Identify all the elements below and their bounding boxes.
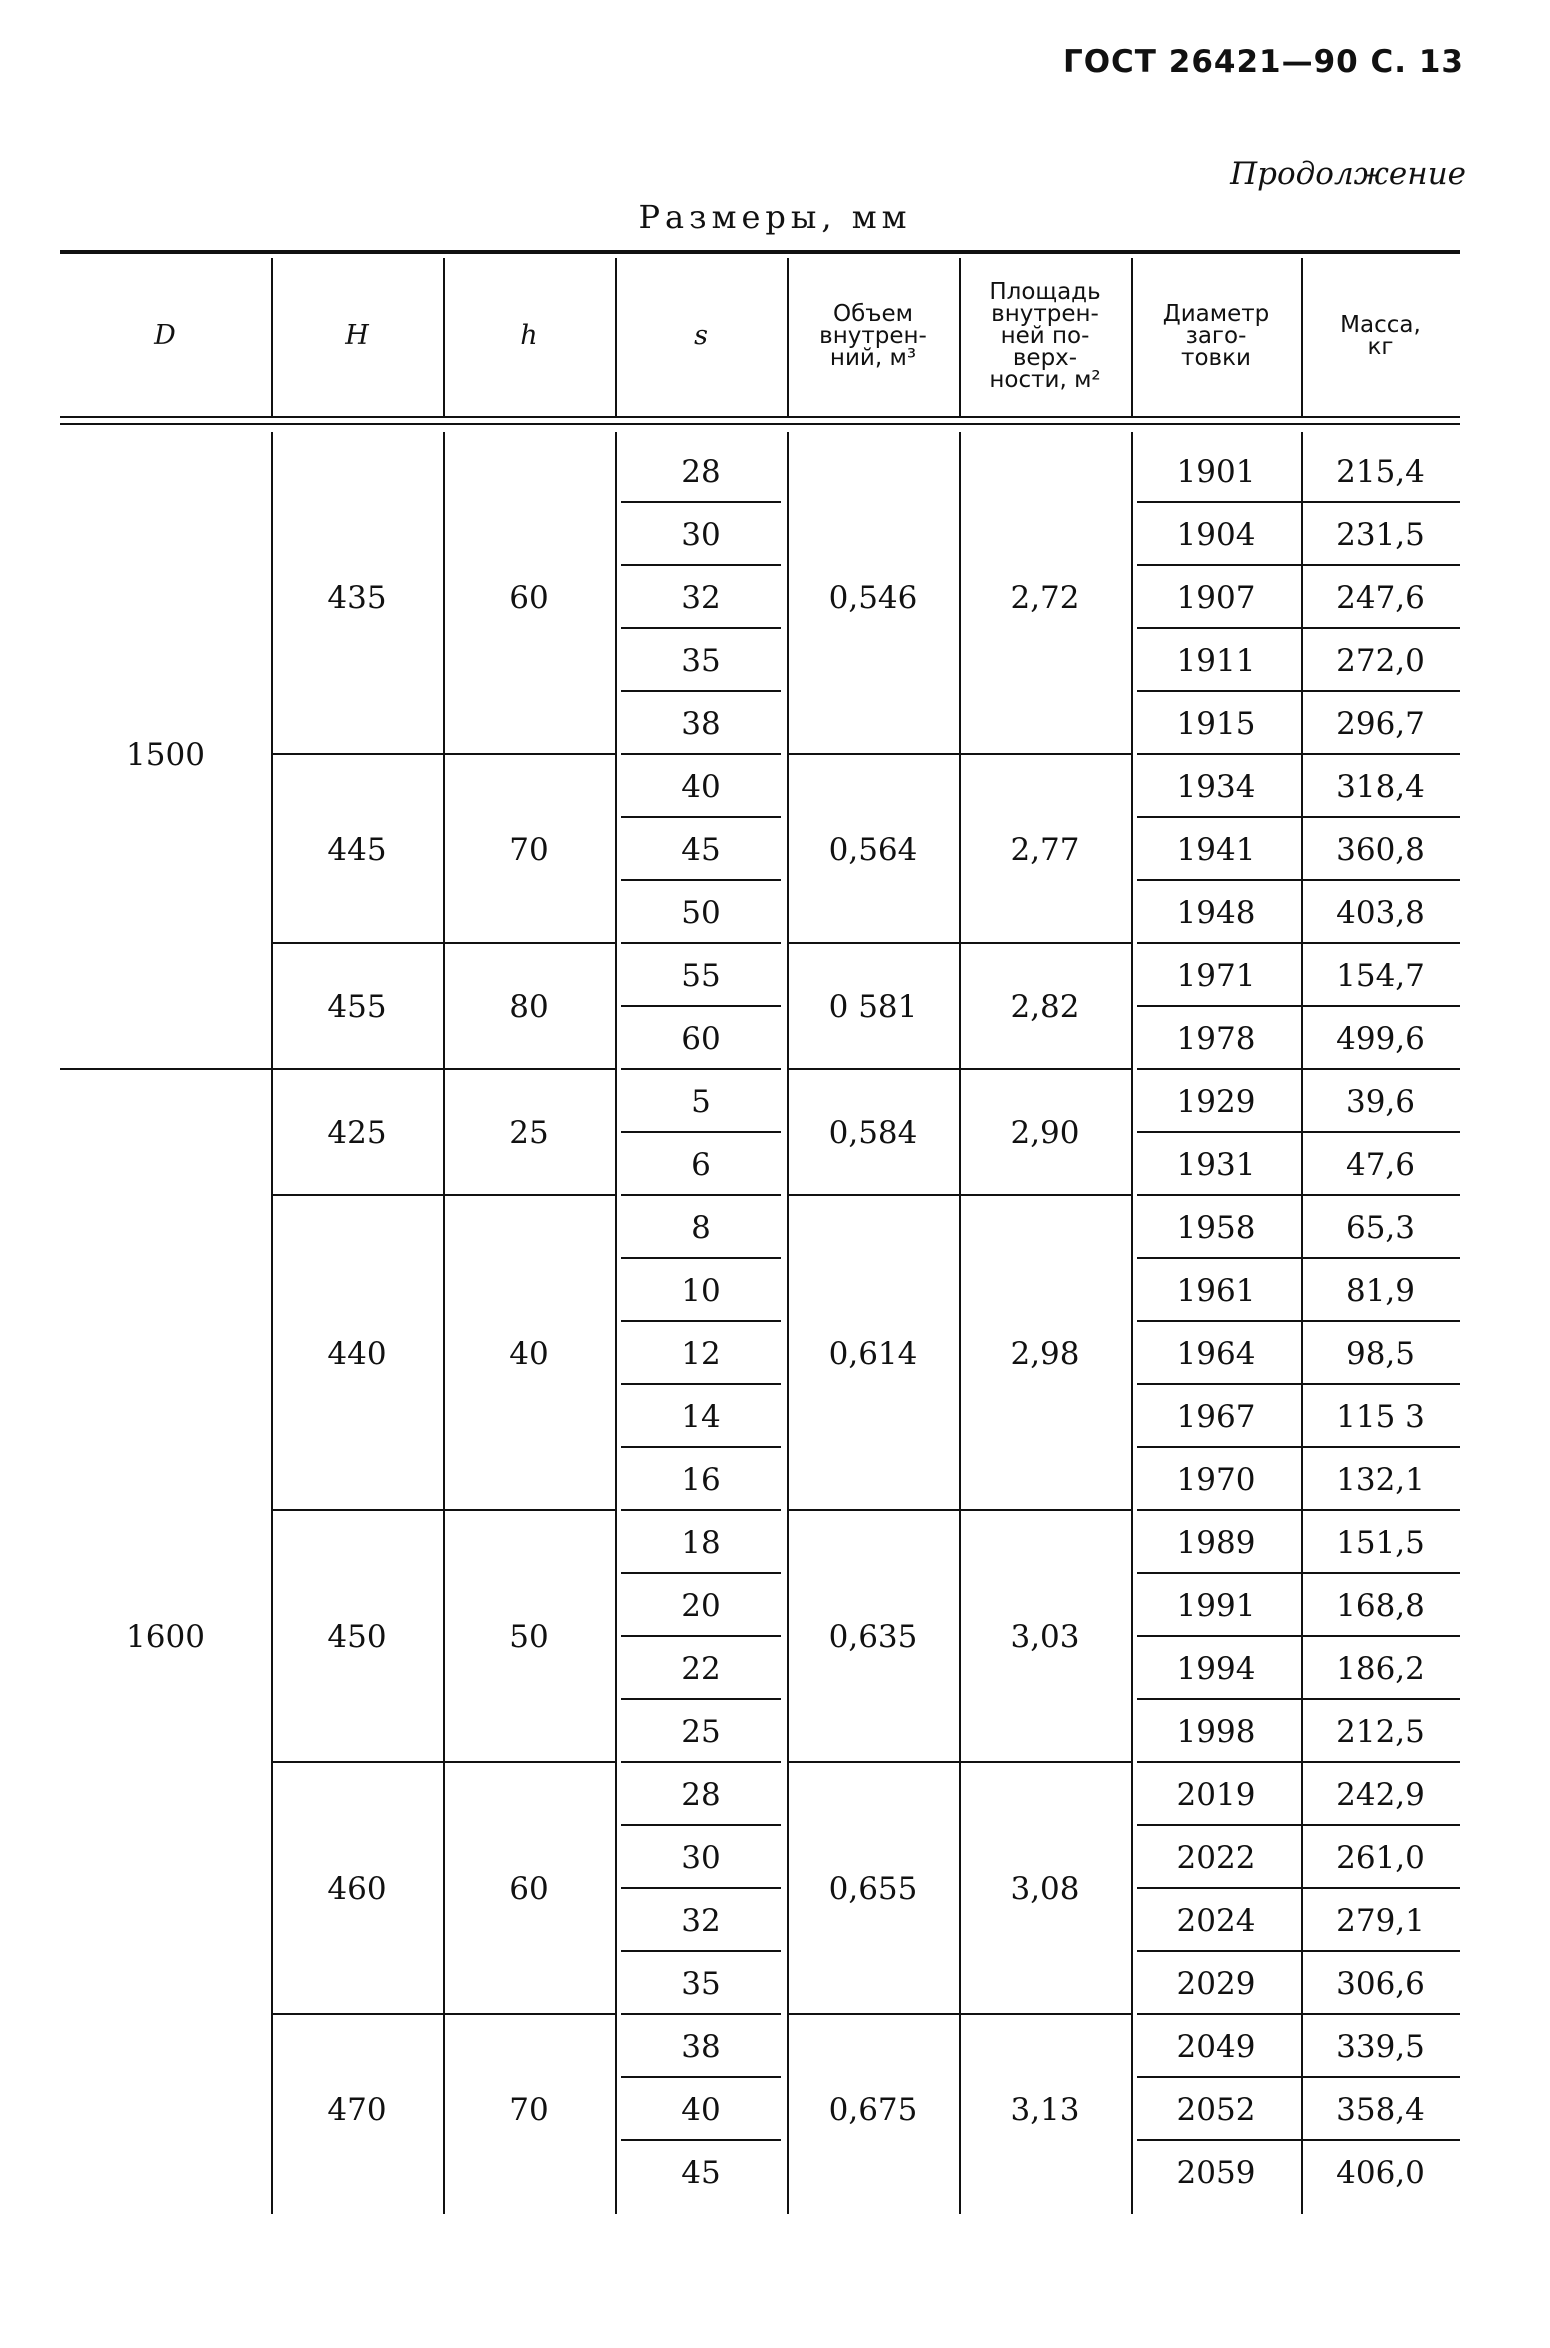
cell-mass: 39,6 (1345, 1083, 1416, 1120)
cell-diameter: 2022 (1176, 1839, 1256, 1876)
cell-H: 425 (327, 1115, 387, 1151)
cell-mass: 132,1 (1336, 1461, 1425, 1498)
cell-s: 38 (681, 2028, 721, 2065)
header-volume: Объем внутрен- ний, м³ (819, 300, 927, 371)
cell-s: 16 (681, 1461, 721, 1498)
cell-h: 40 (509, 1335, 549, 1372)
cell-diameter: 2029 (1176, 1965, 1256, 2002)
cell-H: 445 (327, 831, 387, 868)
cell-diameter: 1948 (1176, 894, 1256, 931)
page-header: ГОСТ 26421—90 С. 13 (1062, 44, 1464, 80)
cell-h: 60 (509, 579, 549, 616)
cell-s: 25 (681, 1713, 721, 1750)
header-D: D (154, 319, 176, 351)
cell-s: 40 (681, 2091, 721, 2128)
cell-volume: 0,584 (828, 1115, 918, 1151)
cell-mass: 98,5 (1345, 1335, 1416, 1372)
cell-diameter: 1964 (1176, 1335, 1256, 1372)
cell-mass: 247,6 (1336, 579, 1425, 616)
cell-s: 28 (681, 453, 721, 490)
cell-area: 2,90 (1010, 1115, 1080, 1151)
cell-s: 60 (681, 1020, 721, 1057)
header-h: h (520, 319, 538, 351)
cell-s: 10 (681, 1272, 721, 1309)
cell-diameter: 1961 (1176, 1272, 1256, 1309)
cell-mass: 47,6 (1345, 1146, 1416, 1183)
cell-mass: 339,5 (1336, 2028, 1425, 2065)
cell-mass: 279,1 (1336, 1902, 1425, 1939)
cell-s: 45 (681, 2154, 721, 2191)
cell-s: 6 (691, 1146, 711, 1183)
cell-diameter: 1970 (1176, 1461, 1256, 1498)
cell-s: 40 (681, 768, 721, 805)
cell-s: 5 (691, 1083, 711, 1120)
cell-diameter: 1941 (1176, 831, 1256, 868)
cell-mass: 261,0 (1336, 1839, 1425, 1876)
cell-s: 22 (681, 1650, 721, 1687)
cell-volume: 0,655 (828, 1871, 918, 1907)
continuation-label: Продолжение (1230, 156, 1466, 192)
cell-h: 25 (509, 1115, 549, 1151)
cell-diameter: 1991 (1176, 1587, 1256, 1624)
cell-H: 435 (327, 579, 387, 616)
cell-diameter: 1907 (1176, 579, 1256, 616)
cell-diameter: 1904 (1176, 516, 1256, 553)
cell-s: 8 (691, 1209, 711, 1246)
cell-h: 70 (509, 831, 549, 868)
cell-h: 80 (509, 989, 549, 1025)
cell-mass: 231,5 (1336, 516, 1425, 553)
cell-s: 32 (681, 579, 721, 616)
cell-mass: 360,8 (1336, 831, 1425, 868)
cell-volume: 0,564 (828, 831, 918, 868)
cell-s: 32 (681, 1902, 721, 1939)
cell-D: 1600 (126, 1619, 205, 1655)
cell-diameter: 1934 (1176, 768, 1256, 805)
cell-diameter: 1978 (1176, 1020, 1256, 1057)
header-H: H (345, 319, 369, 351)
header-s: s (694, 319, 708, 351)
cell-diameter: 1994 (1176, 1650, 1256, 1687)
cell-volume: 0,546 (828, 579, 918, 616)
cell-h: 70 (509, 2091, 549, 2128)
cell-volume: 0 581 (828, 989, 918, 1025)
cell-area: 3,03 (1010, 1619, 1080, 1655)
column-divider (271, 258, 273, 416)
cell-area: 2,98 (1010, 1335, 1080, 1372)
cell-diameter: 2059 (1176, 2154, 1256, 2191)
cell-mass: 306,6 (1336, 1965, 1425, 2002)
cell-mass: 81,9 (1345, 1272, 1416, 1309)
cell-mass: 403,8 (1336, 894, 1425, 931)
cell-mass: 186,2 (1336, 1650, 1425, 1687)
cell-mass: 318,4 (1336, 768, 1425, 805)
cell-s: 28 (681, 1776, 721, 1813)
cell-s: 35 (681, 642, 721, 679)
cell-mass: 242,9 (1336, 1776, 1425, 1813)
cell-H: 455 (327, 989, 387, 1025)
column-divider (615, 258, 617, 416)
cell-s: 55 (681, 957, 721, 994)
cell-diameter: 1958 (1176, 1209, 1256, 1246)
cell-mass: 115 3 (1336, 1398, 1425, 1435)
cell-mass: 215,4 (1336, 453, 1425, 490)
cell-diameter: 1998 (1176, 1713, 1256, 1750)
cell-diameter: 2019 (1176, 1776, 1256, 1813)
cell-h: 60 (509, 1871, 549, 1907)
cell-mass: 154,7 (1336, 957, 1425, 994)
table-caption: Размеры, мм (638, 198, 912, 236)
cell-H: 440 (327, 1335, 387, 1372)
cell-diameter: 1911 (1176, 642, 1256, 679)
cell-volume: 0,614 (828, 1335, 918, 1372)
header-mass: Масса, кг (1340, 311, 1421, 360)
column-divider (787, 258, 789, 416)
cell-s: 20 (681, 1587, 721, 1624)
cell-mass: 272,0 (1336, 642, 1425, 679)
cell-diameter: 1989 (1176, 1524, 1256, 1561)
cell-volume: 0,675 (828, 2091, 918, 2128)
cell-s: 35 (681, 1965, 721, 2002)
cell-mass: 296,7 (1336, 705, 1425, 742)
cell-diameter: 1967 (1176, 1398, 1256, 1435)
cell-mass: 212,5 (1336, 1713, 1425, 1750)
cell-mass: 499,6 (1336, 1020, 1425, 1057)
cell-H: 470 (327, 2091, 387, 2128)
cell-diameter: 1931 (1176, 1146, 1256, 1183)
column-divider (1301, 258, 1303, 416)
cell-mass: 65,3 (1345, 1209, 1416, 1246)
cell-diameter: 1901 (1176, 453, 1256, 490)
cell-diameter: 2052 (1176, 2091, 1256, 2128)
cell-H: 460 (327, 1871, 387, 1907)
cell-diameter: 1929 (1176, 1083, 1256, 1120)
cell-h: 50 (509, 1619, 549, 1655)
cell-area: 2,82 (1010, 989, 1080, 1025)
cell-s: 18 (681, 1524, 721, 1561)
column-divider (959, 258, 961, 416)
cell-mass: 168,8 (1336, 1587, 1425, 1624)
cell-diameter: 1915 (1176, 705, 1256, 742)
cell-s: 30 (681, 1839, 721, 1876)
cell-mass: 151,5 (1336, 1524, 1425, 1561)
cell-diameter: 2049 (1176, 2028, 1256, 2065)
cell-s: 14 (681, 1398, 721, 1435)
cell-s: 30 (681, 516, 721, 553)
header-area: Площадь внутрен- ней по- верх- ности, м² (989, 278, 1101, 393)
cell-H: 450 (327, 1619, 387, 1655)
column-divider (443, 258, 445, 416)
cell-s: 38 (681, 705, 721, 742)
cell-area: 3,08 (1010, 1871, 1080, 1907)
header-diameter: Диаметр заго- товки (1162, 300, 1270, 371)
cell-area: 3,13 (1010, 2091, 1080, 2128)
cell-D: 1500 (126, 737, 205, 773)
cell-s: 12 (681, 1335, 721, 1372)
cell-area: 2,77 (1010, 831, 1080, 868)
cell-s: 50 (681, 894, 721, 931)
cell-diameter: 2024 (1176, 1902, 1256, 1939)
cell-mass: 406,0 (1336, 2154, 1425, 2191)
cell-volume: 0,635 (828, 1619, 918, 1655)
cell-diameter: 1971 (1176, 957, 1256, 994)
column-divider (1131, 258, 1133, 416)
cell-area: 2,72 (1010, 579, 1080, 616)
cell-mass: 358,4 (1336, 2091, 1425, 2128)
cell-s: 45 (681, 831, 721, 868)
